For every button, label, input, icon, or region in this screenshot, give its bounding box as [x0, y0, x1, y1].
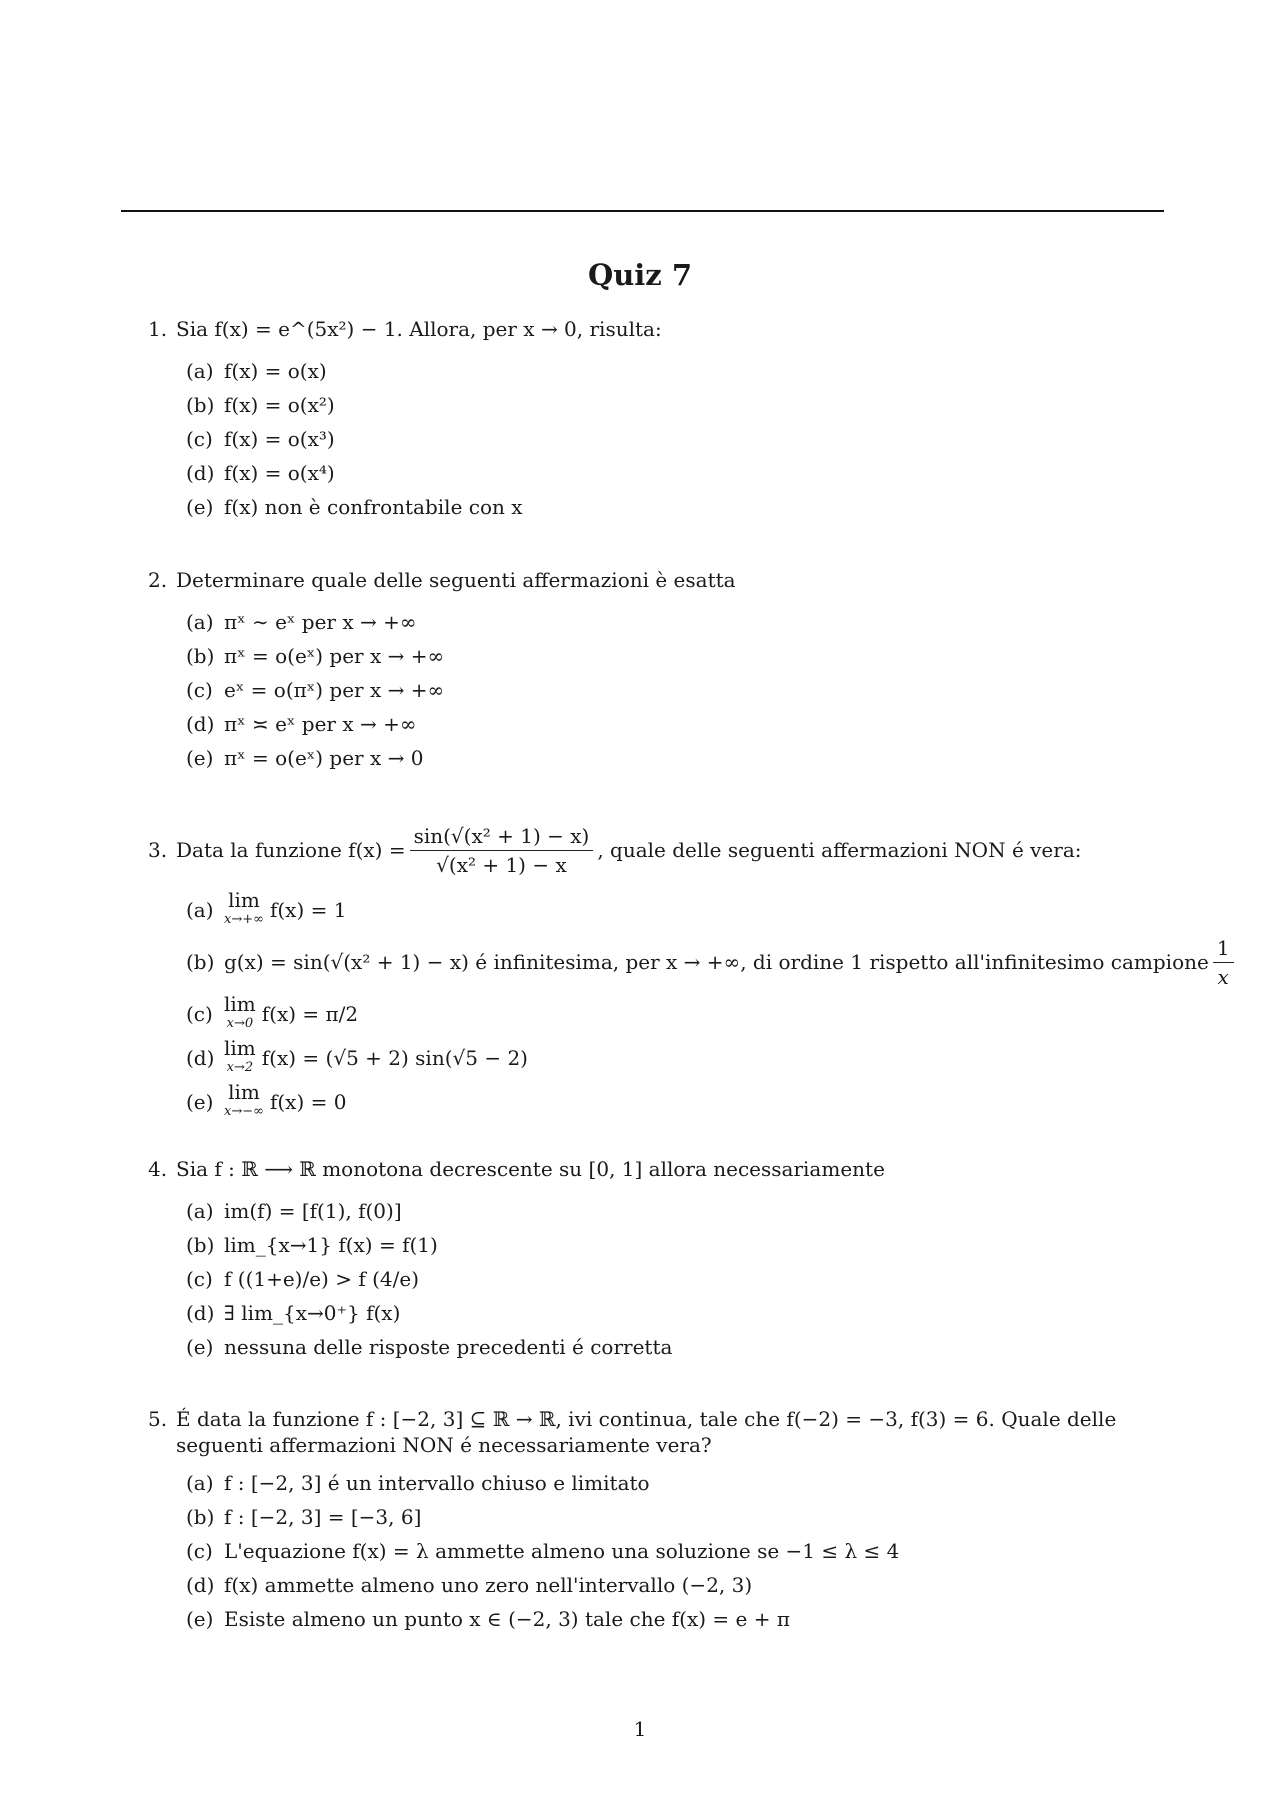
question-4: [148, 1152, 1168, 1364]
option-b: [186, 1500, 1168, 1534]
option-text: f(x) = o(x²): [224, 393, 335, 417]
option-text: f : [−2, 3] é un intervallo chiuso e limitato: [224, 1471, 650, 1495]
option-label: (a): [186, 610, 214, 634]
options-list: [186, 354, 1168, 524]
option-text: πˣ ∼ eˣ per x → +∞: [224, 610, 417, 634]
option-label: (a): [186, 898, 214, 922]
option-label: (b): [186, 644, 215, 668]
option-text: f(x) = 0: [269, 1090, 347, 1114]
limit-subscript: x→−∞: [224, 1104, 264, 1119]
question-3: [148, 820, 1230, 1124]
option-label: (a): [186, 359, 214, 383]
option-text: f(x) = o(x⁴): [224, 461, 335, 485]
option-label: (c): [186, 1539, 213, 1563]
option-label: (c): [186, 678, 213, 702]
option-text: f(x) = π/2: [261, 1002, 359, 1026]
question-text: Determinare quale delle seguenti affermazioni è esatta: [176, 568, 736, 592]
option-label: (c): [186, 1002, 213, 1026]
limit-operator: lim x→2: [224, 1038, 256, 1078]
option-c: [186, 673, 1168, 707]
option-b: [186, 639, 1168, 673]
question-text-after: , quale delle seguenti affermazioni NON é vera:: [597, 838, 1082, 862]
option-text: ∃ lim_{x→0⁺} f(x): [224, 1301, 401, 1325]
question-number: 5.: [148, 1407, 168, 1431]
options-list: [186, 605, 1168, 775]
question-text: É data la funzione f : [−2, 3] ⊆ ℝ → ℝ, ivi continua, tale che f(−2) = −3, f(3) = 6. Quale delle seguenti affermazioni NON é necessariamente vera?: [176, 1407, 1117, 1457]
option-label: (d): [186, 1573, 215, 1597]
options-list: [186, 1466, 1168, 1636]
option-label: (d): [186, 1301, 215, 1325]
option-c: [186, 422, 1168, 456]
option-label: (c): [186, 427, 213, 451]
option-b: [186, 1228, 1168, 1262]
option-text: πˣ = o(eˣ) per x → 0: [224, 746, 424, 770]
option-label: (a): [186, 1199, 214, 1223]
option-text: f(x) ammette almeno uno zero nell'intervallo (−2, 3): [224, 1573, 753, 1597]
fraction-denominator: x: [1217, 964, 1229, 989]
option-text: eˣ = o(πˣ) per x → +∞: [224, 678, 445, 702]
option-label: (b): [186, 393, 215, 417]
question-number: 4.: [148, 1157, 168, 1181]
fraction-denominator: √(x² + 1) − x: [436, 852, 567, 877]
option-text: im(f) = [f(1), f(0)]: [224, 1199, 402, 1223]
question-5: [148, 1406, 1168, 1636]
option-c: [186, 1262, 1168, 1296]
limit-subscript: x→2: [226, 1060, 254, 1075]
option-e: [186, 1080, 1168, 1124]
header-rule: [121, 210, 1164, 212]
fraction-numerator: 1: [1213, 936, 1234, 963]
page-title: Quiz 7: [587, 258, 693, 292]
option-text: f(x) = 1: [269, 898, 347, 922]
option-label: (e): [186, 495, 214, 519]
question-number: 2.: [148, 568, 168, 592]
option-text: f(x) = (√5 + 2) sin(√5 − 2): [261, 1046, 528, 1070]
option-text: g(x) = sin(√(x² + 1) − x) é infinitesima, per x → +∞, di ordine 1 rispetto all'infinitesimo campione: [224, 950, 1209, 974]
limit-operator: lim x→−∞: [224, 1082, 264, 1122]
option-text: f : [−2, 3] = [−3, 6]: [224, 1505, 422, 1529]
limit-subscript: x→+∞: [224, 912, 264, 927]
option-d: [186, 456, 1168, 490]
option-text: f(x) non è confrontabile con x: [224, 495, 523, 519]
option-label: (a): [186, 1471, 214, 1495]
option-label: (e): [186, 746, 214, 770]
order-fraction: [1213, 936, 1234, 989]
option-text: f(x) = o(x³): [224, 427, 335, 451]
limit-subscript: x→0: [226, 1016, 254, 1031]
option-label: (b): [186, 950, 215, 974]
question-number: 3.: [148, 838, 168, 862]
option-label: (e): [186, 1607, 214, 1631]
question-1: [148, 312, 1168, 524]
option-label: (d): [186, 712, 215, 736]
option-e: [186, 1602, 1168, 1636]
option-d: [186, 1568, 1168, 1602]
question-text: Sia f : ℝ ⟶ ℝ monotona decrescente su [0, 1] allora necessariamente: [176, 1157, 885, 1181]
option-text: lim_{x→1} f(x) = f(1): [224, 1233, 438, 1257]
option-d: [186, 1296, 1168, 1330]
question-text: Sia f(x) = e^(5x²) − 1. Allora, per x → 0, risulta:: [176, 317, 662, 341]
option-e: [186, 1330, 1168, 1364]
option-a: [186, 1466, 1168, 1500]
option-text: f(x) = o(x): [224, 359, 327, 383]
fraction-numerator: sin(√(x² + 1) − x): [410, 824, 594, 851]
option-text: Esiste almeno un punto x ∈ (−2, 3) tale che f(x) = e + π: [224, 1607, 790, 1631]
option-c: [186, 1534, 1168, 1568]
option-e: [186, 490, 1168, 524]
option-label: (e): [186, 1335, 214, 1359]
options-list: [186, 1194, 1168, 1364]
page-number: 1: [633, 1717, 647, 1741]
option-label: (d): [186, 1046, 215, 1070]
option-c: [186, 992, 1168, 1036]
option-text: L'equazione f(x) = λ ammette almeno una soluzione se −1 ≤ λ ≤ 4: [224, 1539, 900, 1563]
option-label: (c): [186, 1267, 213, 1291]
option-a: [186, 605, 1168, 639]
option-label: (d): [186, 461, 215, 485]
option-b: [186, 932, 1230, 992]
option-b: [186, 388, 1168, 422]
option-text: πˣ ≍ eˣ per x → +∞: [224, 712, 417, 736]
option-text: f ((1+e)/e) > f (4/e): [224, 1267, 419, 1291]
option-label: (e): [186, 1090, 214, 1114]
option-label: (b): [186, 1233, 215, 1257]
option-a: [186, 888, 1168, 932]
question-text-before: Data la funzione f(x) =: [176, 838, 406, 862]
option-text: πˣ = o(eˣ) per x → +∞: [224, 644, 445, 668]
option-d: [186, 707, 1168, 741]
limit-operator: lim x→+∞: [224, 890, 264, 930]
option-a: [186, 354, 1168, 388]
function-fraction: [410, 824, 594, 877]
option-e: [186, 741, 1168, 775]
options-list: [186, 888, 1230, 1124]
question-number: 1.: [148, 317, 168, 341]
option-a: [186, 1194, 1168, 1228]
option-label: (b): [186, 1505, 215, 1529]
option-text: nessuna delle risposte precedenti é corretta: [224, 1335, 673, 1359]
question-2: [148, 563, 1168, 775]
option-d: [186, 1036, 1168, 1080]
limit-operator: lim x→0: [224, 994, 256, 1034]
